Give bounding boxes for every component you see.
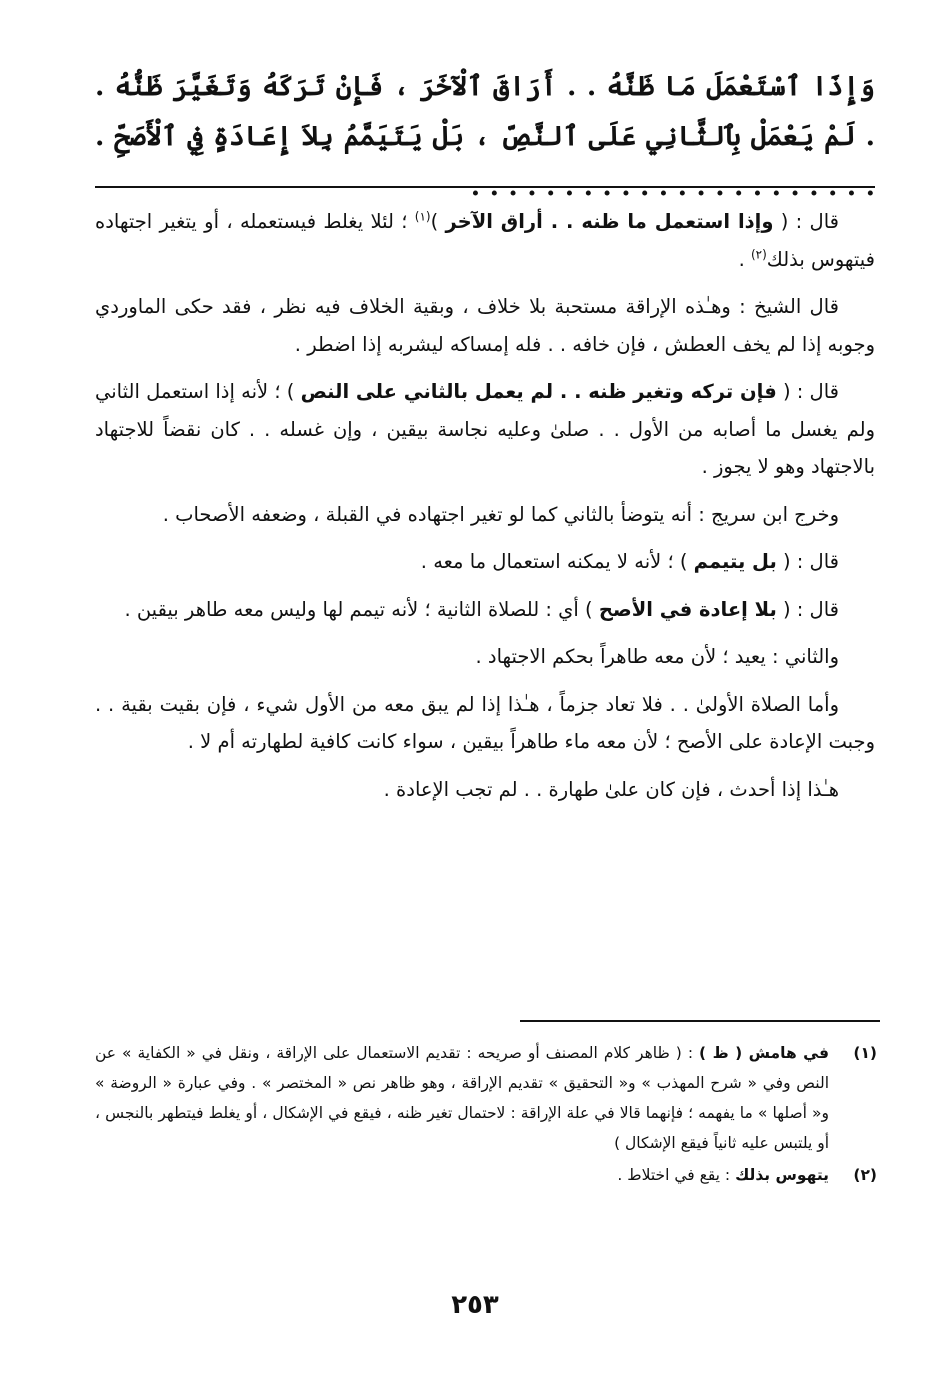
footnote: [95, 1038, 877, 1158]
commentary-paragraph: قال : ( بل يتيمم ) ؛ لأنه لا يمكنه استعمال ما معه .: [420, 550, 839, 573]
quoted-matn: بل يتيمم: [693, 550, 777, 573]
commentary-paragraph: وخرج ابن سريج : أنه يتوضأ بالثاني كما لو تغير اجتهاده في القبلة ، وضعفه الأصحاب .: [162, 502, 839, 526]
quoted-matn: وإذا استعمل ما ظنه . . أراق الآخر: [445, 210, 774, 233]
footnote: [95, 1160, 877, 1190]
commentary-paragraph: قال الشيخ : وهـٰذه الإراقة مستحبة بلا خلاف ، وبقية الخلاف فيه نظر ، فقد حكى الماوردي وجوبه إذا لم يخف العطش ، فإن خافه . . فله إمساكه ليشربه إذا اضطر .: [95, 295, 875, 356]
commentary-paragraph: قال : ( فإن تركه وتغير ظنه . . لم يعمل بالثاني على النص ) ؛ لأنه إذا استعمل الثاني ولم يغسل ما أصابه من الأول . . صلىٰ وعليه نجاسة بيقين ، وإن غسله . . كان نقضاً للاجتهاد بالاجتهاد وهو لا يجوز .: [95, 380, 875, 478]
commentary-paragraph: هـٰذا إذا أحدث ، فإن كان علىٰ طهارة . . لم تجب الإعادة .: [383, 777, 839, 801]
quoted-matn: فإن تركه وتغير ظنه . . لم يعمل بالثاني على النص: [300, 380, 777, 403]
main-text-line-1: وَإِذَا ٱسْتَعْمَلَ مَا ظَنَّهُ . . أَرَاقَ ٱلْآخَرَ ، فَإِنْ تَرَكَهُ وَتَغَيَّرَ ظَنُّهُ . . لَمْ يَعْمَلْ بِٱلثَّانِي عَلَى: [95, 71, 875, 152]
main-text: [95, 62, 875, 212]
page-number: ٢٥٣: [451, 1290, 499, 1320]
commentary-paragraph: والثاني : يعيد ؛ لأن معه طاهراً بحكم الاجتهاد .: [475, 645, 839, 668]
separator-rule: [95, 186, 875, 188]
footnote-number: (٢): [853, 1166, 877, 1184]
main-text-line-2: ٱلنَّصِّ ، بَلْ يَتَيَمَّمُ بِلاَ إِعَادَةٍ فِي ٱلْأَصَحِّ: [114, 121, 579, 152]
footnote-text: يتهوس بذلك : يقع في اختلاط .: [617, 1166, 829, 1184]
commentary: [95, 203, 875, 818]
commentary-paragraph: وأما الصلاة الأولىٰ . . فلا تعاد جزماً ، هـٰذا إذا لم يبق معه من الأول شيء ، فإن بقيت بقية . . وجبت الإعادة على الأصح ؛ لأن معه ماء طاهراً بيقين ، سواء كانت كافية لطهارته أم لا .: [95, 692, 875, 753]
footnote-ref: (١): [414, 209, 431, 224]
commentary-paragraph: قال : ( وإذا استعمل ما ظنه . . أراق الآخر )$^{(١)}$ ؛ لئلا يغلط فيستعمله ، أو يتغير اجتهاده فيتهوس بذلك$^{(٢)}$ .: [95, 209, 875, 271]
footnote-number: (١): [853, 1044, 877, 1062]
footnote-text: في هامش ( ظ ) : ( ظاهر كلام المصنف أو صريحه : تقديم الاستعمال على الإراقة ، ونقل في « الكفاية » عن النص وفي « شرح المهذب » و« التحقيق » تقديم الإراقة ، وهو ظاهر نص « المختصر » . وفي عبارة « الروضة » و« أصلها » ما يفهمه ؛ فإنهما قالا في علة الإراقة : لاحتمال تغير ظنه ، فيقع في الإشكال ، أو يغلط فيتطهر بالنجس ، أو يلتبس عليه ثانياً فيقع الإشكال ): [95, 1044, 829, 1152]
commentary-paragraph: قال : ( بلا إعادة في الأصح ) أي : للصلاة الثانية ؛ لأنه تيمم لها وليس معه طاهر بيقين .: [124, 597, 839, 621]
quoted-matn: بلا إعادة في الأصح: [598, 597, 777, 621]
main-text-dots: . . . . . . . . . . . . . . . . . . . . . . .: [95, 121, 875, 202]
footnote-rule: [520, 1020, 880, 1022]
footnote-ref: (٢): [750, 247, 767, 261]
footnotes: [95, 1038, 877, 1192]
